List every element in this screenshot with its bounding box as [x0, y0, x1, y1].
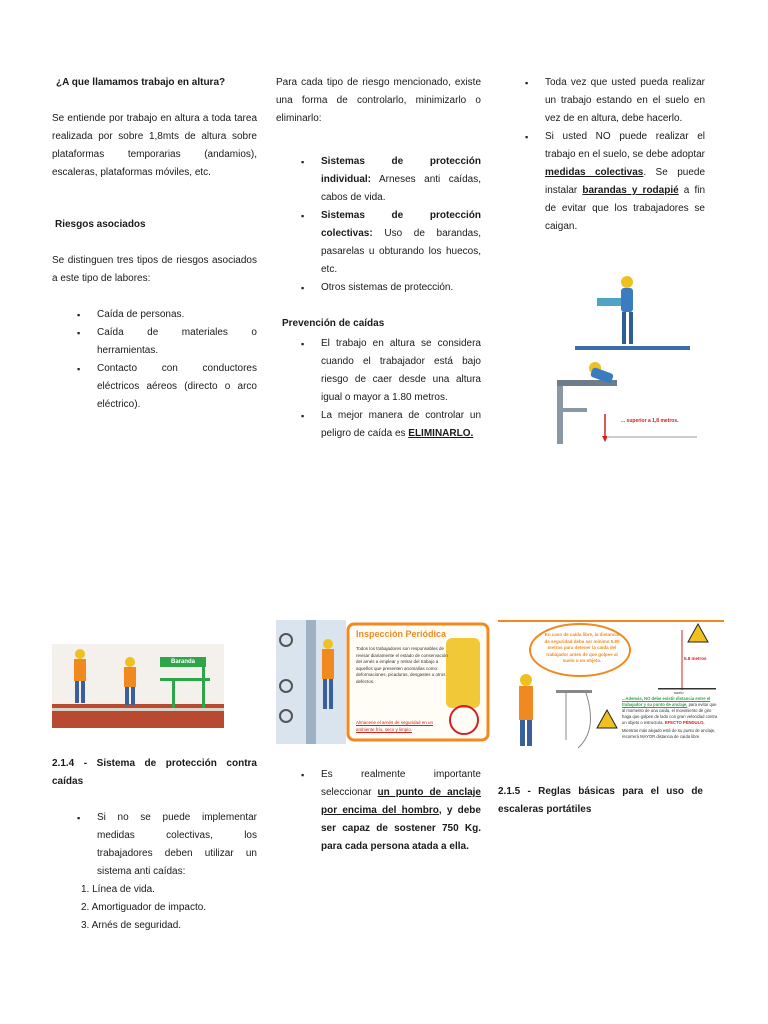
column-1: [52, 74, 257, 414]
heading-proteccion-caidas: 2.1.4 - Sistema de protección contra caídas: [52, 758, 257, 787]
list-item: [545, 128, 705, 236]
section-anclaje: [276, 766, 481, 856]
list-item: [321, 153, 481, 207]
underlined-text: un punto de anclaje por encima del hombro: [321, 787, 481, 816]
pendulo-text: [622, 696, 720, 740]
underlined-text: barandas y rodapié: [582, 185, 679, 196]
column-2: [276, 74, 481, 443]
control-list: [545, 74, 705, 236]
inspeccion-text: Todos los trabajadores son responsables de revisar diariamente el estado de conservación del arnés a emplear y retirar del trabajo a aquellos que presenten anomalías como: deformaciones, picaduras, desgastes u otros defectos.: [356, 646, 448, 684]
prevention-list: [321, 335, 481, 443]
list-text: La mejor manera de controlar un peligro de caída es: [321, 410, 481, 439]
baranda-figure: [52, 644, 224, 728]
list-item: 1. Línea de vida.: [81, 884, 155, 895]
list-text: a fin de evitar que los trabajadores se caigan.: [545, 185, 706, 232]
caida-bubble-text: En caso de caída libre, la distancia de seguridad debe ser mínimo 5.80 metros para detener la caída del trabajador antes de que golpee al suelo u un objeto.: [544, 632, 620, 663]
list-item: [321, 766, 481, 856]
pendulo-description: para evitar que al momento de una caída, el movimiento de giro haga que golpee de lado con gran velocidad contra un objeto o estructura.: [622, 702, 718, 725]
bold-text: , y debe ser capaz de sostener 750 Kg. para cada persona atada a ella.: [321, 805, 481, 852]
column-3: [545, 74, 705, 236]
list-item: [321, 407, 481, 443]
worker-falling-figure: [555, 358, 705, 444]
section-2-1-4: [52, 755, 257, 935]
inspeccion-figure: [276, 620, 491, 744]
list-item: ▪ Contacto con conductores eléctricos aéreos (directo o arco eléctrico).: [97, 360, 257, 414]
protection-list: [321, 153, 481, 297]
list-item: ▪ Si no se puede implementar medidas colectivas, los trabajadores deben utilizar un sistema anti caídas:: [97, 809, 257, 881]
pendulo-effect: EFECTO PÉNDULO.: [664, 720, 705, 725]
worker-ground-figure: [575, 268, 690, 352]
heading-riesgos: Riesgos asociados: [55, 219, 146, 230]
list-text: Si usted NO puede realizar el trabajo en el suelo, se debe adoptar: [545, 131, 705, 160]
section-2-1-5: [498, 783, 703, 819]
inspeccion-title: Inspección Periódica: [356, 629, 447, 639]
heading-prevencion: Prevención de caídas: [282, 318, 385, 329]
heading-trabajo-altura: ¿A que llamamos trabajo en altura?: [56, 77, 226, 88]
paragraph-definition: Se entiende por trabajo en altura a toda tarea realizada por sobre 1,8mts de altura sobre plataformas temporarias (andamios), escaleras, plataformas móviles, etc.: [52, 113, 257, 178]
paragraph-riesgos: Se distinguen tres tipos de riesgos asociados a este tipo de labores:: [52, 255, 257, 284]
paragraph-control: Para cada tipo de riesgo mencionado, existe una forma de controlarlo, minimizarlo o eliminarlo:: [276, 77, 481, 124]
heading-escaleras: 2.1.5 - Reglas básicas para el uso de escaleras portátiles: [498, 786, 703, 815]
list-text: Uso de barandas, pasarelas u obturando los huecos, etc.: [321, 228, 481, 275]
pendulo-note: Mientras más alejado esté de su punto de anclaje, recorrerá MAYOR distancia de caída libre.: [622, 728, 716, 739]
list-item: 2. Amortiguador de impacto.: [81, 902, 207, 913]
distance-label: 5.8 metros: [684, 656, 707, 661]
list-item: ▪ Otros sistemas de protección.: [321, 279, 481, 297]
green-note: ...Además, NO debe existir distancia entre el trabajador y su punto de anclaje,: [622, 696, 711, 707]
list-text: Arneses anti caídas, cabos de vida.: [321, 174, 481, 203]
height-label: ... superior a 1,8 metros.: [621, 418, 679, 424]
list-item: ▪ Caída de personas.: [97, 306, 257, 324]
bold-text: Sistemas de protección colectivas:: [321, 210, 481, 239]
bold-text: Sistemas de protección individual:: [321, 156, 481, 185]
underlined-text: medidas colectivas: [545, 167, 644, 178]
list-item: [321, 207, 481, 279]
anclaje-list: [321, 766, 481, 856]
list-item: ▪ Toda vez que usted pueda realizar un trabajo estando en el suelo en vez de en altura, debe hacerlo.: [545, 74, 705, 128]
risk-list: [97, 306, 257, 414]
baranda-label: Baranda: [160, 657, 206, 667]
list-text: . Se puede instalar: [545, 167, 706, 196]
anti-fall-list: [97, 809, 257, 881]
caida-libre-figure: [498, 620, 724, 760]
list-item: ▪ El trabajo en altura se considera cuando el trabajador está bajo riesgo de caer desde una altura igual o mayor a 1.80 metros.: [321, 335, 481, 407]
anti-fall-items: [81, 881, 257, 935]
ground-label: suelo: [674, 690, 684, 695]
underlined-text: ELIMINARLO.: [408, 428, 474, 439]
list-item: 3. Arnés de seguridad.: [81, 920, 182, 931]
list-item: ▪ Caída de materiales o herramientas.: [97, 324, 257, 360]
list-text: Es realmente importante seleccionar: [321, 769, 481, 798]
inspeccion-warning: Almacene el arnés de seguridad en un ambiente frío, seco y limpio.: [356, 720, 434, 732]
